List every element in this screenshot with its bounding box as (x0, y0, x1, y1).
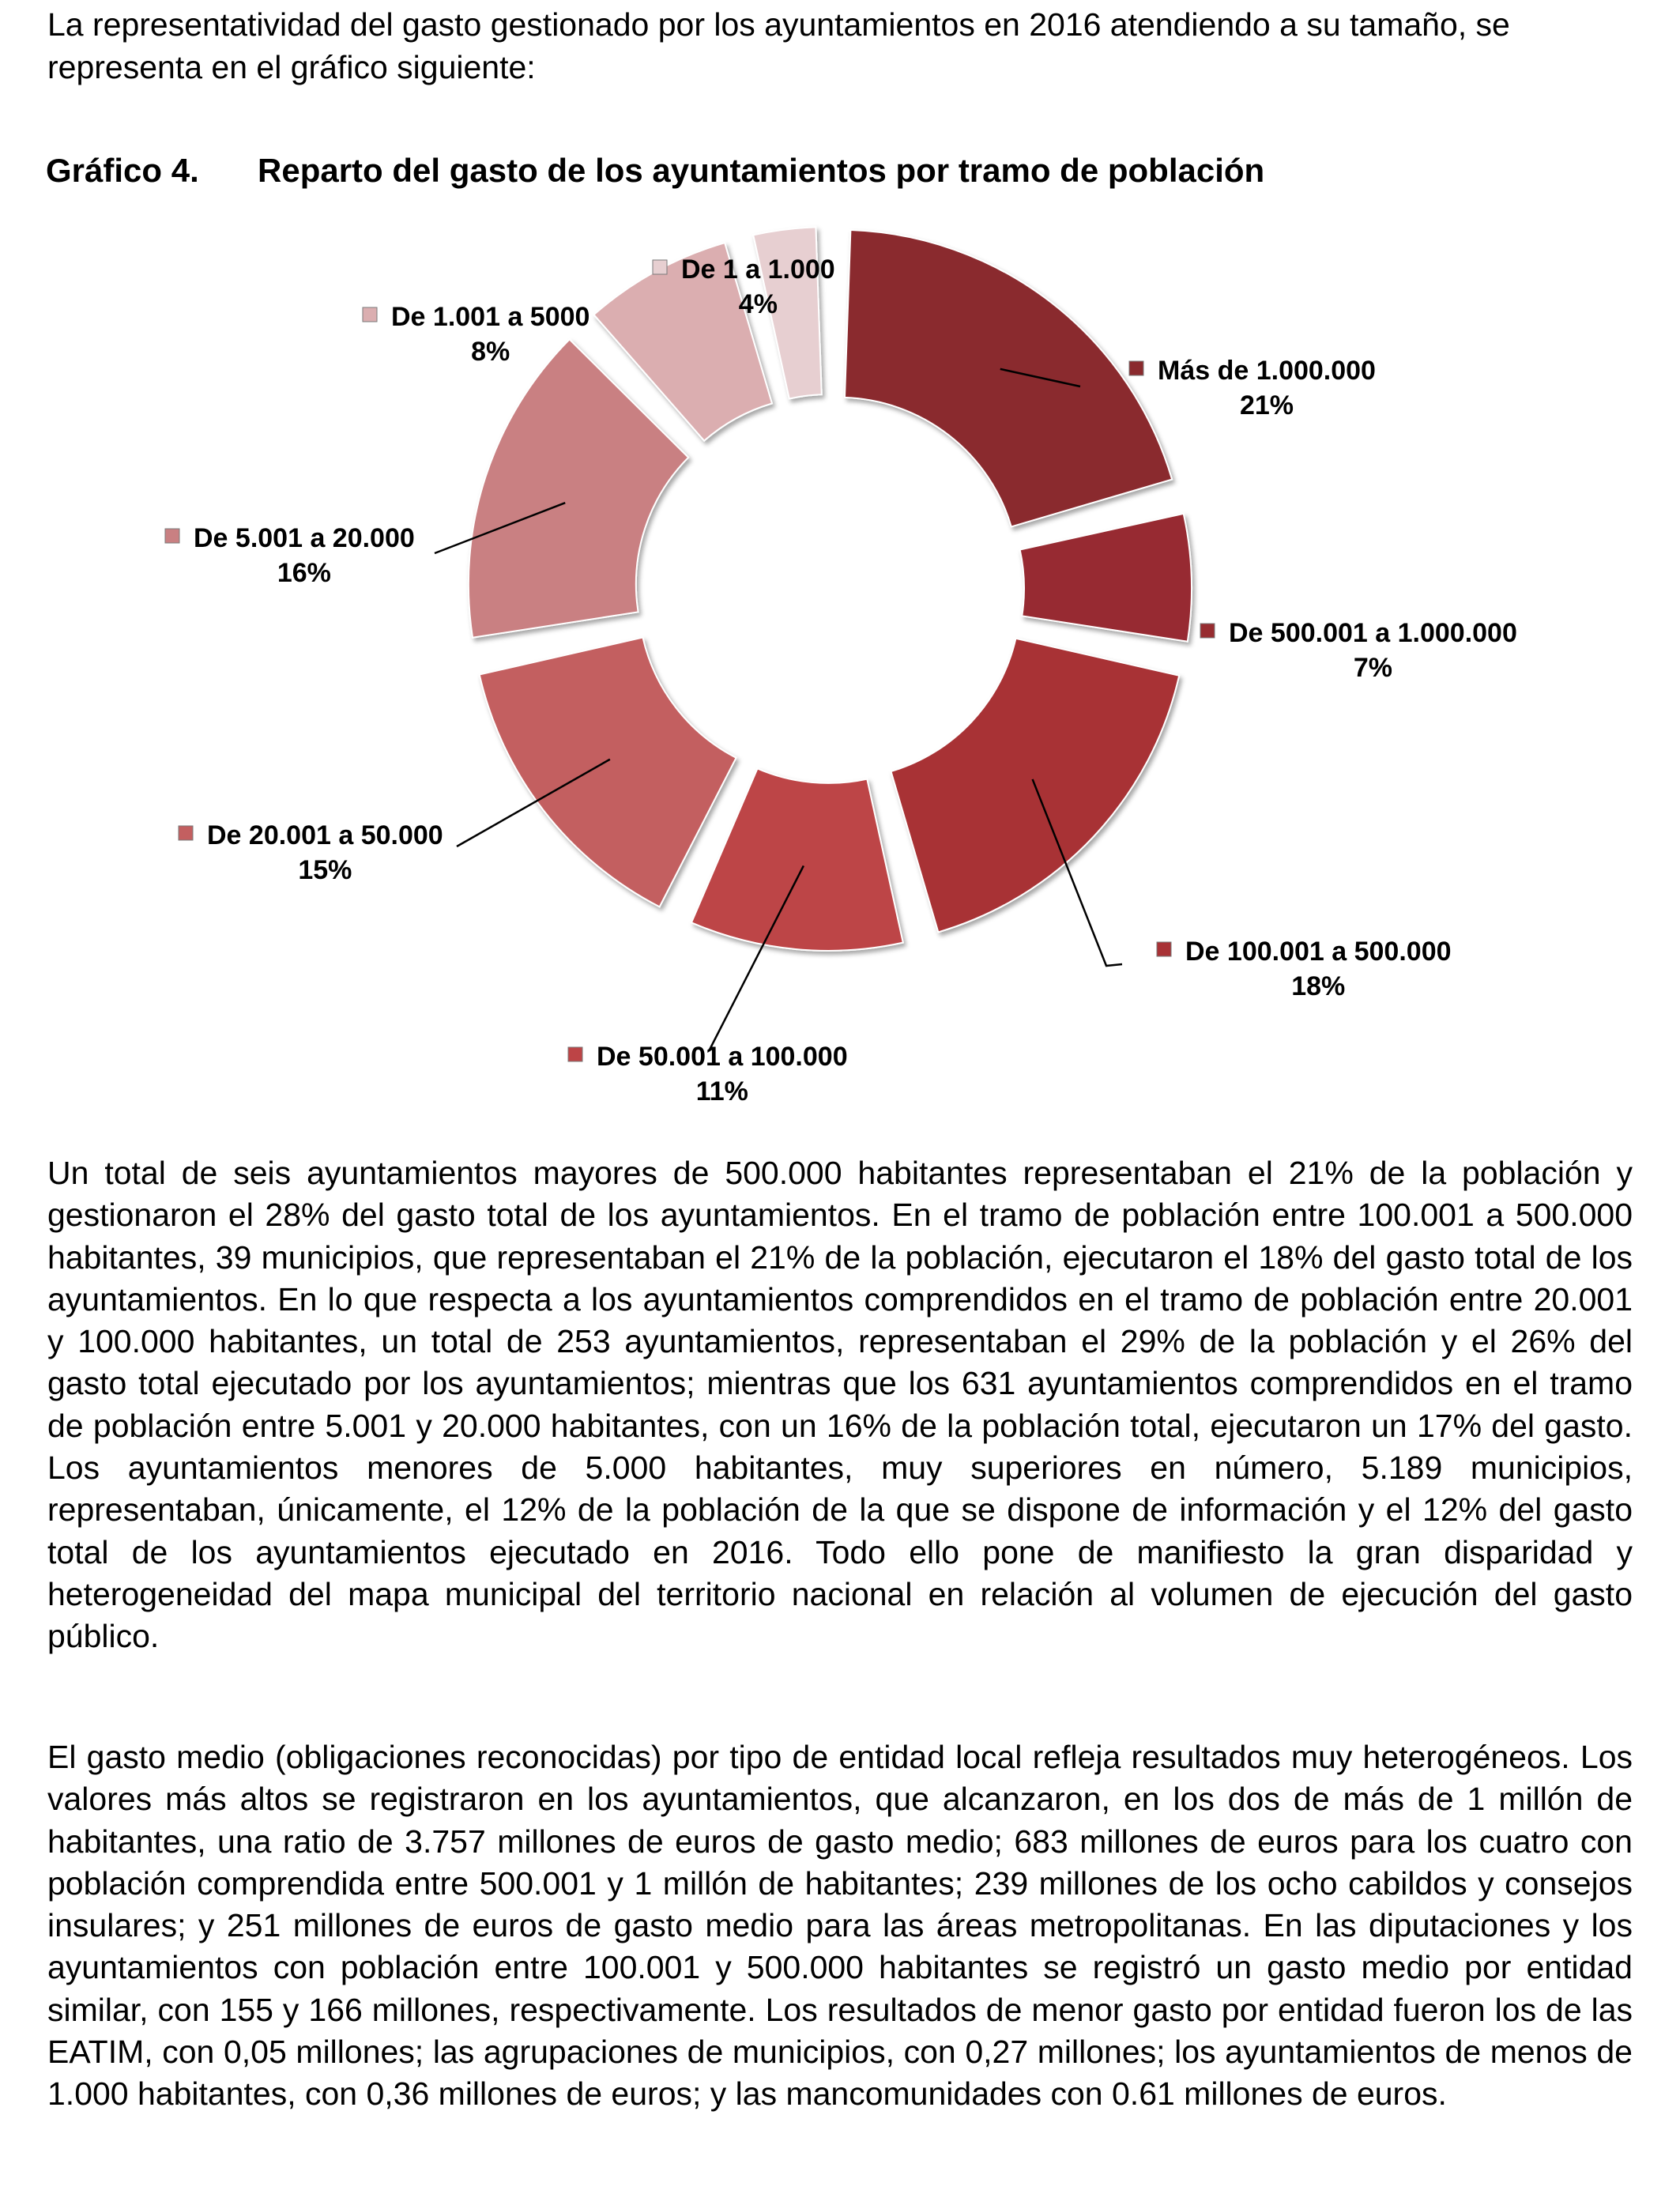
pie-slice (691, 768, 903, 950)
category-label: De 20.001 a 50.000 (207, 820, 443, 850)
percent-label: 8% (471, 337, 510, 367)
percent-label: 16% (277, 558, 331, 588)
data-label (1129, 356, 1376, 420)
legend-key (1129, 361, 1143, 375)
figure-number: Gráfico 4. (46, 152, 199, 189)
category-label: De 5.001 a 20.000 (194, 523, 415, 553)
category-label: De 1.001 a 5000 (391, 302, 590, 332)
pie-slice (1020, 514, 1192, 642)
legend-key (568, 1047, 582, 1061)
body-paragraph-2: El gasto medio (obligaciones reconocidas) por tipo de entidad local refleja resultados muy heterogéneos. Los valores más altos se registraron en los ayuntamientos, que alcanzaron, en los dos de más de 1 millón de habitantes, una ratio de 3.757 millones de euros de gasto medio; 683 millones de euros para los cuatro con población comprendida entre 500.001 y 1 millón de habitantes; 239 millones de los ocho cabildos y consejos insulares; y 251 millones de euros de gasto medio para las áreas metropolitanas. En las diputaciones y los ayuntamientos con población entre 100.001 y 500.000 habitantes se registró un gasto medio por entidad similar, con 155 y 166 millones, respectivamente. Los resultados de menor gasto por entidad fueron los de las EATIM, con 0,05 millones; las agrupaciones de municipios, con 0,27 millones; los ayuntamientos de menos de 1.000 habitantes, con 0,36 millones de euros; y las mancomunidades con 0.61 millones de euros. (47, 1739, 1633, 2113)
percent-label: 7% (1353, 653, 1393, 683)
category-label: De 1 a 1.000 (681, 254, 835, 285)
legend-key (363, 307, 377, 322)
legend-key (653, 260, 667, 274)
intro-paragraph: La representatividad del gasto gestionado por los ayuntamientos en 2016 atendiendo a su tamaño, se representa en el gráfico siguiente: (47, 6, 1510, 85)
percent-label: 21% (1239, 390, 1294, 420)
percent-label: 11% (695, 1076, 748, 1106)
category-label: De 50.001 a 100.000 (597, 1042, 848, 1072)
data-label (568, 1042, 848, 1106)
category-label: De 100.001 a 500.000 (1185, 937, 1452, 967)
pie-slice (845, 230, 1172, 526)
percent-label: 18% (1291, 971, 1346, 1001)
legend-key (1200, 624, 1215, 638)
legend-key (179, 826, 193, 840)
percent-label: 15% (298, 855, 352, 885)
data-label (1157, 937, 1452, 1001)
pie-slice (480, 638, 736, 907)
body-paragraph-1: Un total de seis ayuntamientos mayores de 500.000 habitantes representaban el 21% de la población y gestionaron el 28% del gasto total de los ayuntamientos. En el tramo de población entre 100.001 a 500.000 habitantes, 39 municipios, que representaban el 21% de la población, ejecutaron el 18% del gasto total de los ayuntamientos. En lo que respecta a los ayuntamientos comprendidos en el tramo de población entre 20.001 y 100.000 habitantes, un total de 253 ayuntamientos, representaban el 29% de la población y el 26% del gasto total ejecutado por los ayuntamientos; mientras que los 631 ayuntamientos comprendidos en el tramo de población entre 5.001 y 20.000 habitantes, con un 16% de la población total, ejecutaron un 17% del gasto. Los ayuntamientos menores de 5.000 habitantes, muy superiores en número, 5.189 municipios, representaban, únicamente, el 12% de la población de la que se dispone de información y el 12% del gasto total de los ayuntamientos ejecutado en 2016. Todo ello pone de manifiesto la gran disparidad y heterogeneidad del mapa municipal del territorio nacional en relación al volumen de ejecución del gasto público. (47, 1155, 1633, 1655)
legend-key (1157, 942, 1171, 956)
figure-caption: Reparto del gasto de los ayuntamientos por tramo de población (258, 152, 1265, 189)
data-label (1200, 618, 1517, 683)
legend-key (165, 529, 179, 543)
percent-label: 4% (738, 289, 778, 319)
category-label: Más de 1.000.000 (1158, 356, 1376, 386)
category-label: De 500.001 a 1.000.000 (1229, 618, 1517, 648)
data-label (165, 523, 415, 588)
data-label (179, 820, 443, 885)
